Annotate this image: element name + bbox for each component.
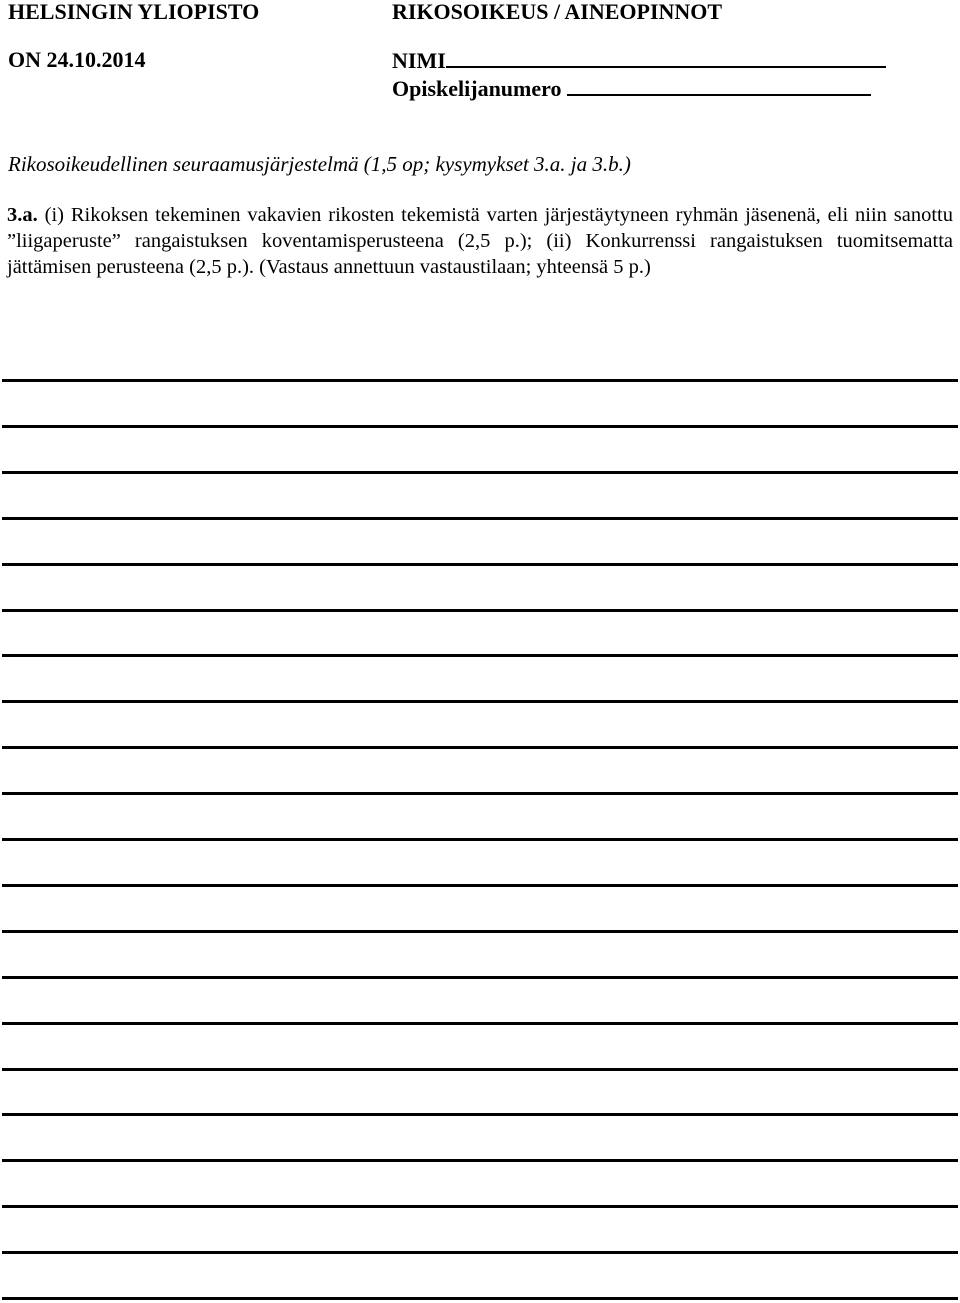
student-number-field-line[interactable] [567, 76, 871, 96]
name-field[interactable] [392, 48, 886, 73]
header-university: HELSINGIN YLIOPISTO [8, 0, 260, 24]
name-field-line[interactable] [446, 48, 886, 68]
answer-line[interactable] [2, 1297, 958, 1300]
answer-line[interactable] [2, 563, 958, 566]
answer-line[interactable] [2, 884, 958, 887]
answer-line[interactable] [2, 976, 958, 979]
answer-line[interactable] [2, 746, 958, 749]
answer-line[interactable] [2, 1022, 958, 1025]
question-number: 3.a. [7, 204, 38, 226]
student-number-field[interactable] [392, 76, 871, 101]
answer-line[interactable] [2, 1068, 958, 1071]
answer-line[interactable] [2, 1251, 958, 1254]
answer-line[interactable] [2, 1205, 958, 1208]
header-date: ON 24.10.2014 [8, 47, 146, 72]
answer-line[interactable] [2, 471, 958, 474]
answer-line[interactable] [2, 654, 958, 657]
question-text: (i) Rikoksen tekeminen vakavien rikosten tekemistä varten järjestäytyneen ryhmän jäsenenä, eli niin sanottu ”liigaperuste” rangaistuksen koventamisperusteena (2,5 p.); (ii) Konkurrenssi rangaistuksen tuomitsematta jättämisen perusteena (2,5 p.). (Vastaus annettuun vastaustilaan; yhteensä 5 p.) [7, 204, 953, 278]
answer-line[interactable] [2, 700, 958, 703]
answer-line[interactable] [2, 1113, 958, 1116]
student-number-label: Opiskelijanumero [392, 76, 562, 101]
answer-line[interactable] [2, 1159, 958, 1162]
exam-subtitle: Rikosoikeudellinen seuraamusjärjestelmä (1,5 op; kysymykset 3.a. ja 3.b.) [8, 152, 631, 176]
answer-line[interactable] [2, 379, 958, 382]
answer-line[interactable] [2, 930, 958, 933]
question-3a [7, 202, 953, 280]
answer-line[interactable] [2, 425, 958, 428]
answer-line[interactable] [2, 838, 958, 841]
answer-line[interactable] [2, 792, 958, 795]
answer-line[interactable] [2, 517, 958, 520]
name-label: NIMI [392, 48, 446, 73]
answer-line[interactable] [2, 609, 958, 612]
header-course: RIKOSOIKEUS / AINEOPINNOT [392, 0, 723, 24]
